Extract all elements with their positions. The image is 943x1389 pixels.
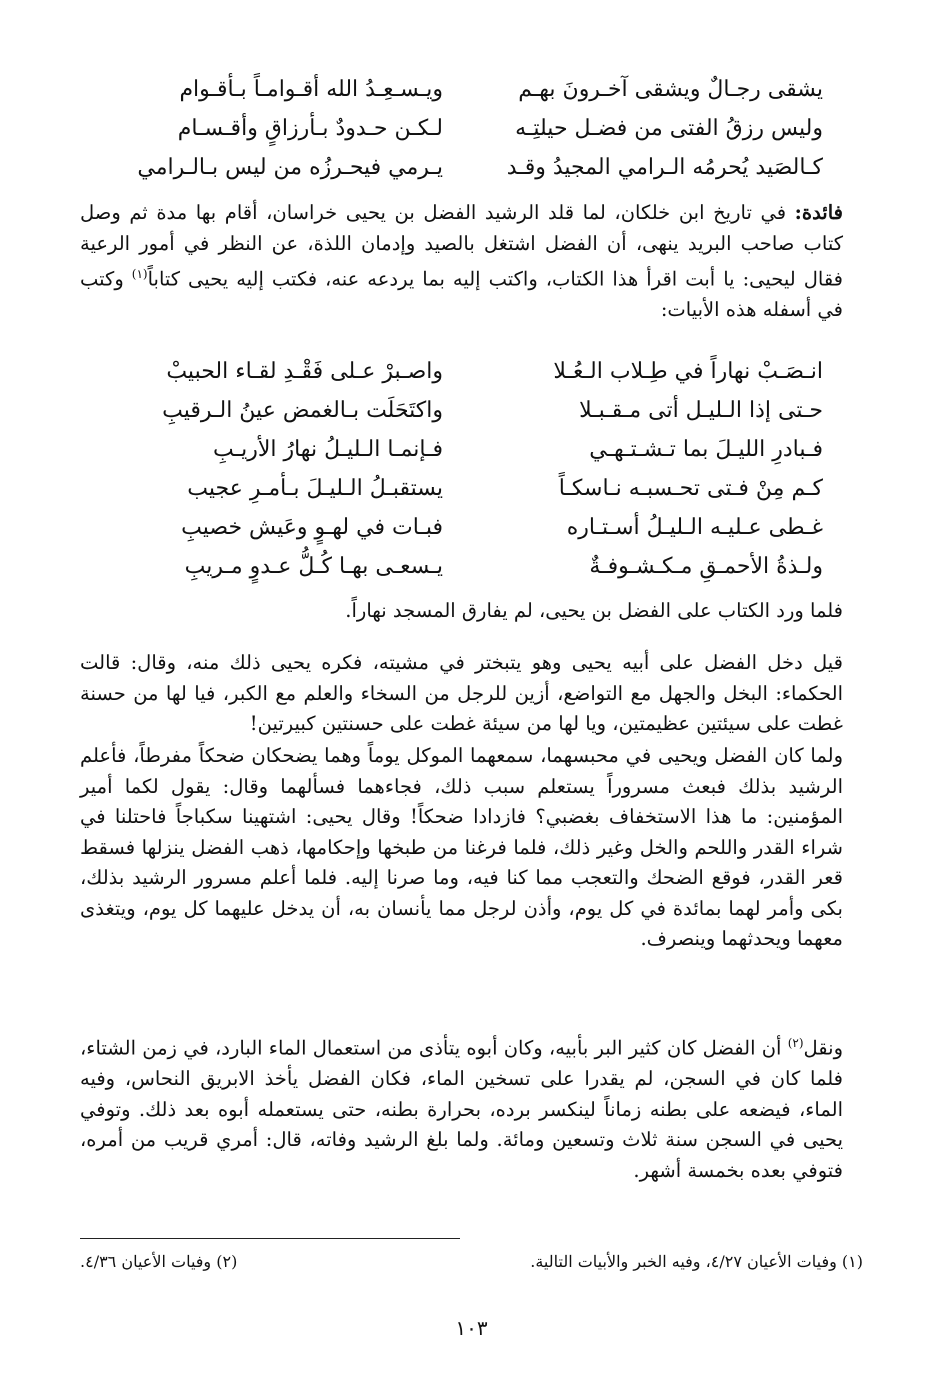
verse-second-hemistich: فـإنمـا الـليـلُ نهارُ الأريـبِ bbox=[213, 437, 443, 462]
verse-row bbox=[0, 70, 943, 109]
footnote-1: (١) وفيات الأعيان ٤/٢٧، وفيه الخبر والأبيات التالية. bbox=[530, 1252, 863, 1271]
verse-second-hemistich: واصـبرْ عـلى فَقْـدِ لقـاء الحبيبْ bbox=[166, 359, 443, 384]
verse-first-hemistich: انـصَـبْ نهاراً في طِـلاب الـعُـلا bbox=[553, 359, 823, 384]
verse-row bbox=[0, 391, 943, 430]
verse-second-hemistich: فبـات في لهـوٍ وعَيش خصيبِ bbox=[181, 515, 443, 540]
verse-second-hemistich: واكتَحَلَت بـالغمض عينُ الـرقيبِ bbox=[162, 398, 443, 423]
paragraph-fawaid bbox=[80, 198, 843, 326]
verse-row bbox=[0, 508, 943, 547]
verse-first-hemistich: فـبادرِ الليـلَ بما تـشـتـهـي bbox=[589, 437, 823, 462]
verse-first-hemistich: يشقى رجـالٌ ويشقى آخـرونَ بهـم bbox=[518, 77, 823, 102]
verse-second-hemistich: لـكـن حـدودٌ بـأرزاقٍ وأقـسـام bbox=[177, 116, 443, 141]
poem-block-1 bbox=[0, 70, 943, 187]
verse-first-hemistich: حـتى إذا الـليـل أتى مـقـبـلا bbox=[579, 398, 823, 423]
paragraph-text: وكتب في أسفله هذه الأبيات: bbox=[80, 267, 843, 321]
verse-row bbox=[0, 430, 943, 469]
footnote-ref-2: (٢) bbox=[787, 1036, 804, 1050]
verse-first-hemistich: غـطى عـليـه الـليـلُ أسـتـاره bbox=[566, 515, 823, 540]
verse-first-hemistich: وليس رزقُ الفتى من فضـل حيلتِـه bbox=[515, 116, 823, 141]
verse-first-hemistich: كـم مِنْ فـتى تحـسبـه نـاسكـاً bbox=[558, 476, 823, 501]
footnote-divider bbox=[80, 1238, 460, 1239]
paragraph-filial-piety bbox=[80, 1028, 843, 1186]
page-number: ١٠٣ bbox=[455, 1316, 488, 1340]
footnote-ref-1: (١) bbox=[131, 267, 148, 281]
verse-row bbox=[0, 148, 943, 187]
verse-first-hemistich: ولـذةُ الأحمـقِ مـكـشـوفـةٌ bbox=[589, 554, 823, 579]
verse-row bbox=[0, 352, 943, 391]
verse-second-hemistich: ويـسـعِـدُ الله أقـوامـاً بـأقـوام bbox=[179, 77, 443, 102]
paragraph-text: في تاريخ ابن خلكان، لما قلد الرشيد الفضل بن يحيى خراسان، أقام بها مدة ثم وصل كتاب صاحب البريد ينهى، أن الفضل اشتغل بالصيد وإدمان اللذة، عن النظر في أمور الرعية فقال ليحيى: يا أبت اقرأ هذا الكتاب، واكتب إليه بما يردعه عنه، فكتب إليه يحيى كتاباً bbox=[80, 201, 843, 291]
paragraph-heading: فائدة: bbox=[794, 201, 843, 224]
verse-row bbox=[0, 547, 943, 586]
verse-first-hemistich: كـالصَيد يُحرمُه الـرامي المجيدُ وقـد bbox=[506, 155, 823, 180]
verse-row bbox=[0, 469, 943, 508]
paragraph-wisdom: قيل دخل الفضل على أبيه يحيى وهو يتبختر في مشيته، فكره يحيى ذلك منه، وقال: قالت الحكماء: البخل والجهل مع التواضع، أزين للرجل من السخاء والعلم مع الكبر، فيا لها من حسنة غطت على سيئتين عظيمتين، ويا لها من سيئة غطت على حسنتين كبيرتين! bbox=[80, 651, 843, 735]
poem-block-2 bbox=[0, 352, 943, 586]
verse-second-hemistich: يـرمي فيحـرزُه من ليس بـالـرامي bbox=[137, 155, 443, 180]
verse-row bbox=[0, 109, 943, 148]
footnote-2: (٢) وفيات الأعيان ٤/٣٦. bbox=[80, 1252, 238, 1271]
verse-second-hemistich: يستقبـلُ الـليـلَ بـأمـرِ عجيب bbox=[187, 476, 443, 501]
paragraph-prison-story: ولما كان الفضل ويحيى في محبسهما، سمعهما الموكل يوماً وهما يضحكان ضحكاً مفرطاً، فأعلم الرشيد بذلك فبعث مسروراً يستعلم سبب ذلك، فجاءهما فسألهما وقال: يقول لكما أمير المؤمنين: ما هذا الاستخفاف بغضبي؟ فازدادا ضحكاً! وقال يحيى: اشتهينا سكباجاً فاحتلنا في شراء القدر واللحم والخل وغير ذلك، فلما فرغنا من طبخها وإحكامها، ذهب الفضل ينزلها فسقط قعر القدر، فوقع الضحك والتعجب مما كنا فيه، وما صرنا إليه. فلما أعلم مسرور الرشيد بذلك، بكى وأمر لهما بمائدة في كل يوم، وأذن لرجل مما يأنسان به، أن يدخل عليهما كل يوم، ويتغذى معهما ويحدثهما وينصرف. bbox=[80, 744, 843, 950]
paragraph-letter-arrival: فلما ورد الكتاب على الفضل بن يحيى، لم يفارق المسجد نهاراً. bbox=[345, 599, 843, 622]
paragraph-text: ونقل bbox=[803, 1036, 843, 1060]
paragraph-text: أن الفضل كان كثير البر بأبيه، وكان أبوه يتأذى من استعمال الماء البارد، في زمن الشتاء، فلما كان في السجن، لم يقدرا على تسخين الماء، فكان الفضل يأخذ الابريق النحاس، وفيه الماء، فيضعه على بطنه زماناً لينكسر برده، بحرارة بطنه، حتى يستعمله أبوه بعد ذلك. وتوفي يحيى في السجن سنة ثلاث وتسعين ومائة. ولما بلغ الرشيد وفاته، قال: أمري قريب من أمره، فتوفي بعده بخمسة أشهر. bbox=[80, 1036, 843, 1182]
verse-second-hemistich: يـسعـى بهـا كُـلُّ عـدوٍ مـريبِ bbox=[184, 554, 443, 579]
